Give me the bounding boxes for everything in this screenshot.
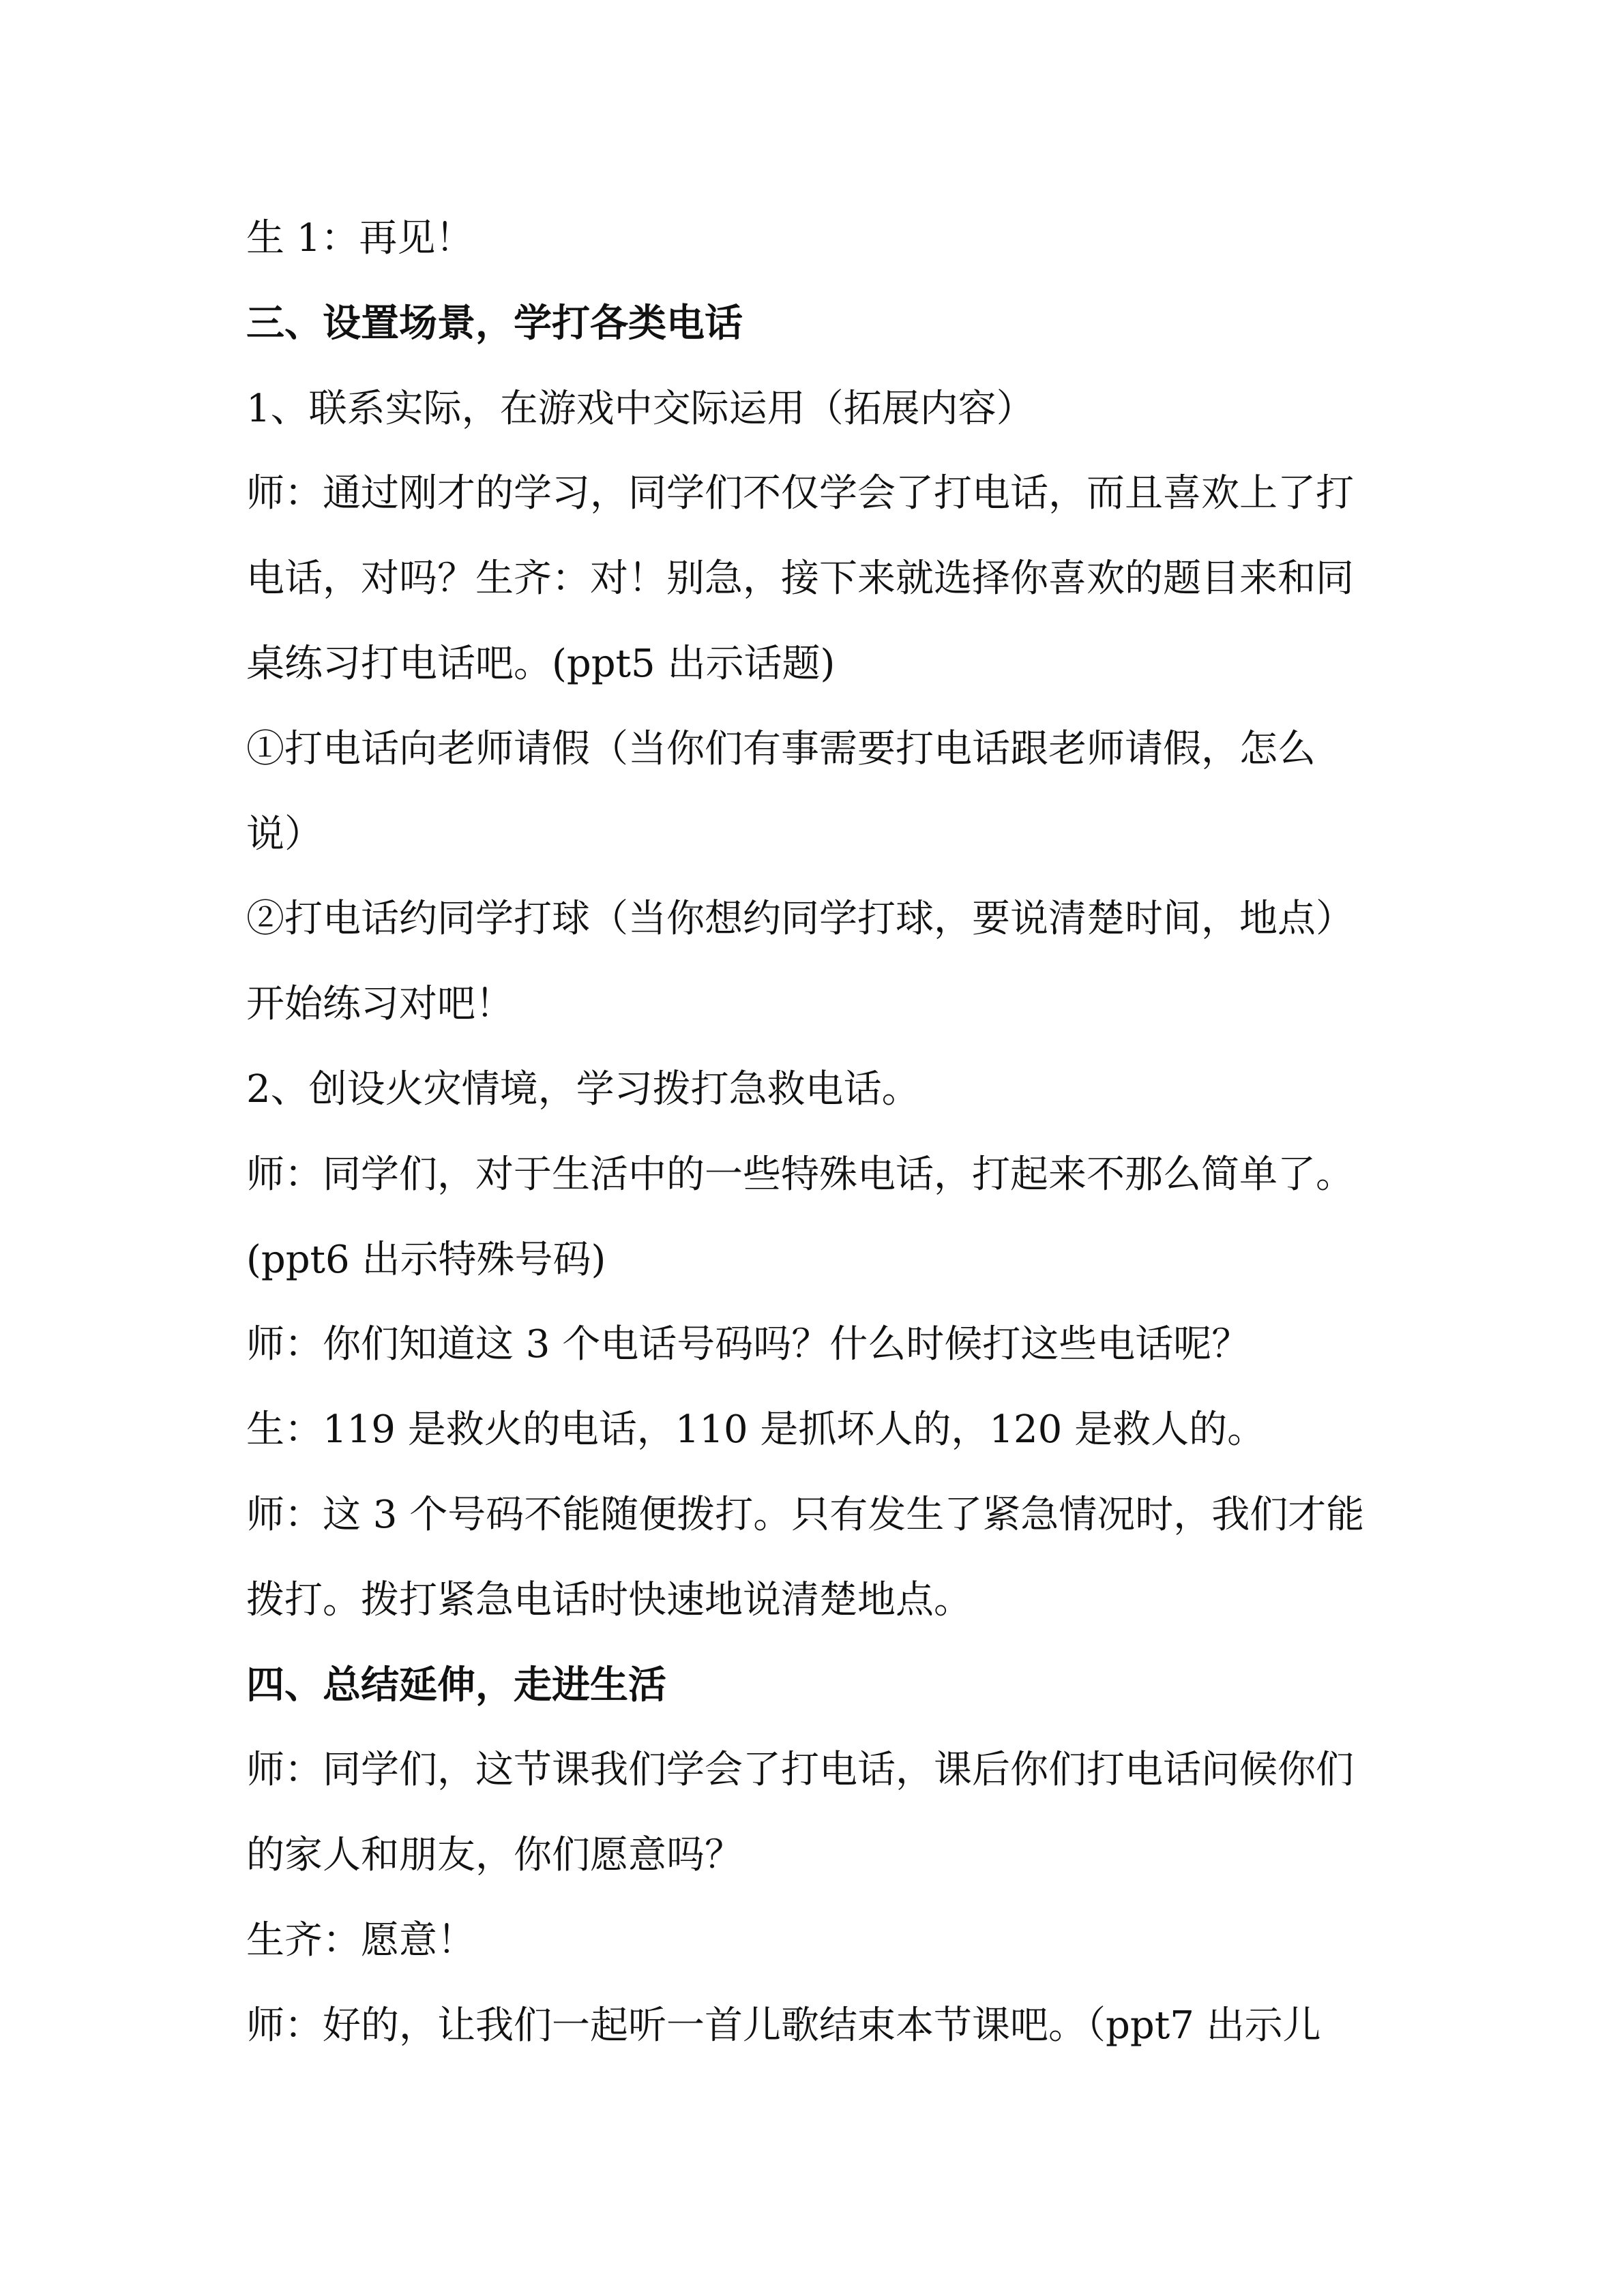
text-line: 电话，对吗？生齐：对！别急，接下来就选择你喜欢的题目来和同 (246, 556, 1354, 601)
subsection-title: 2、创设火灾情境，学习拨打急救电话。 (246, 1067, 920, 1112)
text-line: 拨打。拨打紧急电话时快速地说清楚地点。 (246, 1577, 972, 1622)
text-line: 师：同学们，这节课我们学会了打电话，课后你们打电话问候你们 (246, 1748, 1354, 1793)
text-line: 生齐：愿意！ (246, 1918, 475, 1963)
text-line: 师：通过刚才的学习，同学们不仅学会了打电话，而且喜欢上了打 (246, 471, 1354, 516)
section-heading: 三、设置场景，学打各类电话 (246, 301, 743, 346)
text-line: (ppt6 出示特殊号码) (246, 1237, 606, 1282)
text-line: 桌练习打电话吧。(ppt5 出示话题) (246, 641, 836, 686)
text-line: 的家人和朋友，你们愿意吗？ (246, 1833, 743, 1878)
list-item: ②打电话约同学打球（当你想约同学打球，要说清楚时间，地点） (246, 897, 1354, 942)
list-item: ①打电话向老师请假（当你们有事需要打电话跟老师请假，怎么 (246, 726, 1316, 771)
text-line: 师：你们知道这 3 个电话号码吗？什么时候打这些电话呢？ (246, 1322, 1250, 1367)
text-line: 生 1：再见！ (246, 216, 474, 260)
text-line: 师：好的，让我们一起听一首儿歌结束本节课吧。（ppt7 出示儿 (246, 2003, 1321, 2048)
text-line: 说） (246, 811, 323, 856)
subsection-title: 1、联系实际，在游戏中交际运用（拓展内容） (246, 386, 1035, 431)
document-body (246, 196, 1406, 2069)
text-line: 师：同学们，对于生活中的一些特殊电话，打起来不那么简单了。 (246, 1152, 1354, 1197)
text-line: 生：119 是救火的电话，110 是抓坏人的，120 是救人的。 (246, 1407, 1266, 1452)
section-heading: 四、总结延伸，走进生活 (246, 1663, 666, 1708)
text-line: 师：这 3 个号码不能随便拨打。只有发生了紧急情况时，我们才能 (246, 1492, 1365, 1537)
text-line: 开始练习对吧！ (246, 982, 514, 1027)
